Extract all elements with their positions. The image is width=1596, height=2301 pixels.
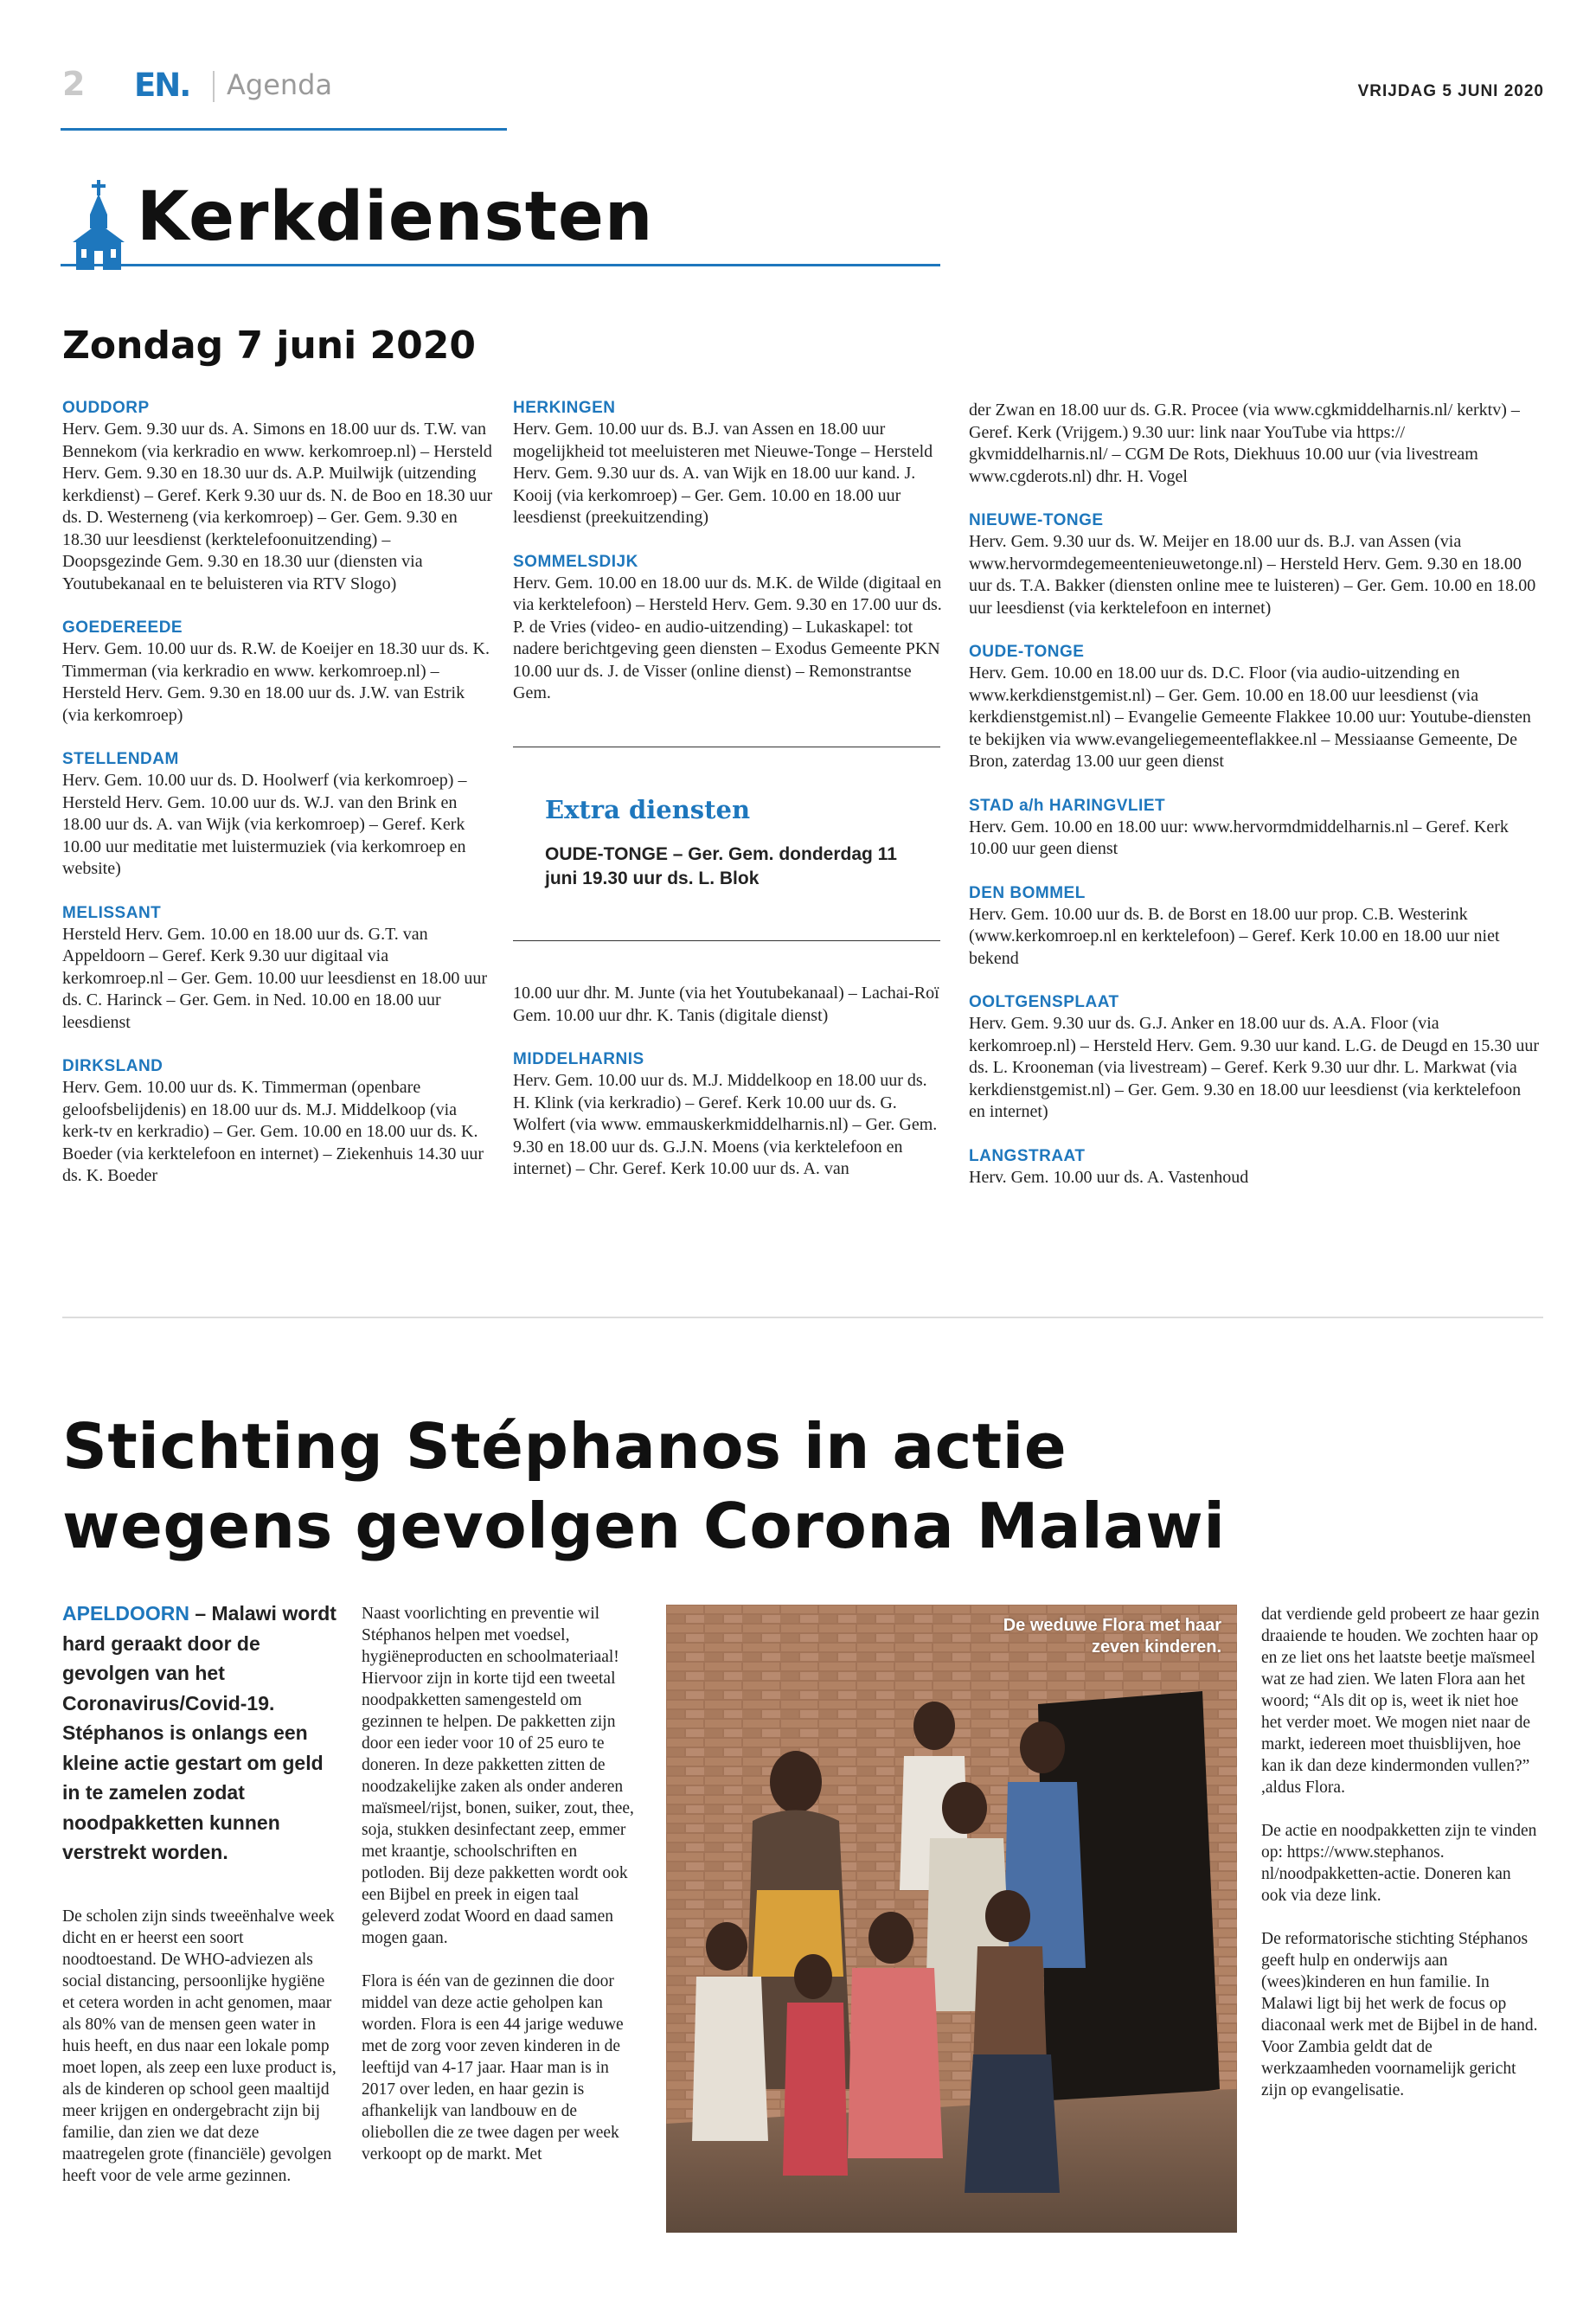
service-text: der Zwan en 18.00 uur ds. G.R. Procee (via www.cgkmiddelharnis.nl/ kerktv) – Geref. Kerk (Vrijgem.) 9.30 uur: link naar YouTube via https:// gkvmiddelharnis.nl/ – CGM De Rots, Diekhuus 10.00 uur (via livestream www.cgderots.nl) dhr. H. Vogel	[969, 401, 1520, 486]
place-name: MELISSANT	[62, 903, 162, 922]
service-text: Herv. Gem. 10.00 uur ds. K. Timmerman (openbare geloofsbelijdenis) en 18.00 uur ds. M.J. Middelkoop (via kerk-tv en kerkradio) – Ger. Gem. 10.00 en 18.00 uur ds. K. Boeder (via kerktelefoon en internet) – Ziekenhuis 14.30 uur ds. K. Boeder	[62, 1078, 484, 1185]
headline-line-2: wegens gevolgen Corona Malawi	[62, 1490, 1226, 1562]
services-column-3	[969, 400, 1540, 1211]
page-number: 2	[62, 65, 86, 103]
church-entry-sommelsdijk	[513, 552, 944, 705]
services-column-1	[62, 398, 493, 1210]
service-text: Herv. Gem. 10.00 uur ds. R.W. de Koeijer en 18.30 uur ds. K. Timmerman (via kerkradio en www. kerkomroep.nl) – Hersteld Herv. Gem. 9.30 en 18.00 uur ds. J.W. van Estrik (via kerkomroep)	[62, 639, 490, 725]
church-entry-stad-haringvliet	[969, 796, 1540, 861]
service-text: Herv. Gem. 10.00 en 18.00 uur: www.hervormdmiddelharnis.nl – Geref. Kerk 10.00 uur geen dienst	[969, 817, 1509, 858]
service-text: Herv. Gem. 10.00 uur ds. A. Vastenhoud	[969, 1167, 1249, 1187]
kerkdiensten-title: Kerkdiensten	[137, 178, 654, 256]
lead-text: – Malawi wordt hard geraakt door de gevolgen van het Coronavirus/Covid-19. Stéphanos is onlangs een kleine actie gestart om geld in te zamelen zodat noodpakketten kunnen verstrekt worden.	[62, 1602, 337, 1863]
continued-text	[513, 983, 944, 1027]
extra-diensten-text: OUDE-TONGE – Ger. Gem. donderdag 11 juni 19.30 uur ds. L. Blok	[545, 844, 897, 888]
paragraph: De actie en noodpakketten zijn te vinden op: https://www.stephanos. nl/noodpakketten-actie. Doneren kan ook via deze link.	[1261, 1822, 1537, 1905]
publication-logo: EN.	[134, 67, 190, 104]
article-lead	[62, 1599, 341, 1868]
issue-date: VRIJDAG 5 JUNI 2020	[1357, 82, 1544, 100]
church-entry-nieuwe-tonge	[969, 510, 1540, 619]
header-rule	[61, 128, 507, 131]
place-name: SOMMELSDIJK	[513, 552, 638, 571]
services-column-2-bottom	[513, 983, 944, 1203]
church-entry-oude-tonge	[969, 642, 1540, 773]
church-entry-goedereede	[62, 618, 493, 727]
paragraph: Flora is één van de gezinnen die door middel van deze actie geholpen kan worden. Flora is een 44 jarige weduwe met de zorg voor zeven kinderen in de leeftijd van 4-17 jaar. Haar man is in 2017 over leden, en haar gezin is afhankelijk van landbouw en de oliebollen die ze twee dagen per week verkoopt op de markt. Met	[362, 1972, 624, 2163]
article-column-2	[362, 1603, 640, 2187]
article-column-3	[1261, 1604, 1540, 2123]
place-name: OUDDORP	[62, 399, 150, 417]
extra-box-bottom-rule	[513, 940, 940, 941]
church-entry-middelharnis	[513, 1049, 944, 1181]
article-headline	[62, 1407, 1225, 1566]
place-name: NIEUWE-TONGE	[969, 511, 1104, 529]
family-photo-illustration	[666, 1605, 1237, 2233]
service-text: Hersteld Herv. Gem. 10.00 en 18.00 uur ds. G.T. van Appeldoorn – Geref. Kerk 9.30 uur digitaal via kerkomroep.nl – Ger. Gem. 10.00 uur leesdienst en 18.00 uur ds. C. Harinck – Ger. Gem. in Ned. 10.00 en 18.00 uur leesdienst	[62, 924, 488, 1032]
church-entry-ouddorp	[62, 398, 493, 595]
place-name: STAD a/h HARINGVLIET	[969, 796, 1166, 815]
place-name: HERKINGEN	[513, 399, 616, 417]
continued-text	[969, 400, 1540, 488]
title-rule	[61, 264, 940, 266]
church-entry-melissant	[62, 903, 493, 1035]
service-text: Herv. Gem. 10.00 uur ds. D. Hoolwerf (via kerkomroep) – Hersteld Herv. Gem. 10.00 uur ds. W.J. van den Brink en 18.00 uur ds. A. van Wijk (via kerkomroep) – Geref. Kerk 10.00 uur meditatie met luistermuziek (via kerkomroep en website)	[62, 771, 467, 878]
place-name: OUDE-TONGE	[969, 643, 1085, 661]
church-entry-langstraat	[969, 1146, 1540, 1189]
article-photo	[666, 1605, 1237, 2233]
service-text: Herv. Gem. 10.00 uur ds. M.J. Middelkoop en 18.00 uur ds. H. Klink (via kerkradio) – Geref. Kerk 10.00 uur ds. G. Wolfert (via www. emmauskerkmiddelharnis.nl) – Ger. Gem. 9.30 en 18.00 uur ds. G.J.N. Moens (via kerktelefoon en internet) – Chr. Geref. Kerk 10.00 uur ds. A. van	[513, 1071, 938, 1178]
church-entry-ooltgensplaat	[969, 992, 1540, 1124]
church-icon	[69, 180, 130, 271]
extra-diensten-title: Extra diensten	[545, 795, 751, 824]
service-text: Herv. Gem. 10.00 uur ds. B. de Borst en 18.00 uur prop. C.B. Westerink (www.kerkomroep.nl en kerktelefoon) – Geref. Kerk 10.00 en 18.00 uur niet bekend	[969, 904, 1500, 968]
service-text: Herv. Gem. 10.00 en 18.00 uur ds. M.K. de Wilde (digitaal en via kerktelefoon) – Hersteld Herv. Gem. 9.30 en 17.00 uur ds. P. de Vries (video- en audio-uitzending) – Lukaskapel: tot nadere berichtgeving geen diensten – Exodus Gemeente PKN 10.00 uur ds. J. de Visser (online dienst) – Remonstrantse Gem.	[513, 573, 942, 702]
service-date-heading: Zondag 7 juni 2020	[62, 324, 476, 368]
service-text: Herv. Gem. 9.30 uur ds. W. Meijer en 18.00 uur ds. B.J. van Assen (via www.hervormdegemeentenieuwetonge.nl) – Hersteld Herv. Gem. 9.30 en 18.00 uur ds. T.A. Bakker (diensten online mee te luisteren) – Ger. Gem. 10.00 en 18.00 uur leesdienst (via kerktelefoon en internet)	[969, 532, 1536, 618]
paragraph: dat verdiende geld probeert ze haar gezin draaiende te houden. We zochten haar op en ze liet ons het laatste beetje maïsmeel wat ze had zien. We laten Flora aan het woord; “Als dit op is, weet ik niet hoe het verder moet. We mogen niet naar de markt, iedereen moet thuisblijven, hoe kan ik dan deze kindermonden vullen?” ,aldus Flora.	[1261, 1606, 1540, 1797]
paragraph: De reformatorische stichting Stéphanos geeft hulp en onderwijs aan (wees)kinderen en hun familie. In Malawi ligt bij het werk de focus op diaconaal werk met de Bijbel in de hand. Voor Zambia geldt dat de werkzaamheden voornamelijk gericht zijn op evangelisatie.	[1261, 1930, 1538, 2099]
service-text: Herv. Gem. 10.00 uur ds. B.J. van Assen en 18.00 uur mogelijkheid tot meeluisteren met Nieuwe-Tonge – Hersteld Herv. Gem. 9.30 uur ds. A. van Wijk en 18.00 uur kand. J. Kooij (via kerkomroep) – Ger. Gem. 10.00 en 18.00 uur leesdienst (preekuitzending)	[513, 420, 933, 527]
section-divider	[62, 1317, 1543, 1318]
photo-caption: De weduwe Flora met haar zeven kinderen.	[1003, 1616, 1221, 1657]
place-name: DEN BOMMEL	[969, 883, 1086, 902]
place-name: STELLENDAM	[62, 750, 179, 768]
place-name: LANGSTRAAT	[969, 1146, 1086, 1165]
church-entry-dirksland	[62, 1056, 493, 1188]
place-name: MIDDELHARNIS	[513, 1050, 644, 1068]
service-text: Herv. Gem. 9.30 uur ds. A. Simons en 18.00 uur ds. T.W. van Bennekom (via kerkradio en www. kerkomroep.nl) – Hersteld Herv. Gem. 9.30 en 18.30 uur ds. A.P. Muilwijk (uitzending kerkdienst) – Geref. Kerk 9.30 uur ds. N. de Boo en 18.30 uur ds. D. Westerneng (via kerkomroep) – Ger. Gem. 9.30 en 18.30 uur leesdienst (kerktelefoonuitzending) – Doopsgezinde Gem. 9.30 en 18.30 uur (diensten via Youtubekanaal en te beluisteren via RTV Slogo)	[62, 420, 493, 593]
article-column-1	[62, 1906, 341, 2208]
place-name: DIRKSLAND	[62, 1057, 163, 1075]
services-column-2-top	[513, 398, 944, 727]
place-name: OOLTGENSPLAAT	[969, 993, 1119, 1011]
church-entry-stellendam	[62, 749, 493, 881]
place-name: GOEDEREEDE	[62, 619, 183, 637]
church-entry-den-bommel	[969, 883, 1540, 971]
service-text: 10.00 uur dhr. M. Junte (via het Youtubekanaal) – Lachai-Roï Gem. 10.00 uur dhr. K. Tanis (digitale dienst)	[513, 984, 939, 1025]
headline-line-1: Stichting Stéphanos in actie	[62, 1410, 1067, 1483]
header-separator	[213, 71, 215, 102]
section-label: Agenda	[227, 68, 333, 101]
dateline: APELDOORN	[62, 1602, 189, 1625]
church-entry-herkingen	[513, 398, 944, 529]
paragraph: De scholen zijn sinds tweeënhalve week dicht en er heerst een soort noodtoestand. De WHO-adviezen als social distancing, persoonlijke hygiëne et cetera worden in acht genomen, maar als 80% van de mensen geen water in huis heeft, en dus naar een lokale pomp moet lopen, als zeep een luxe product is, als de kinderen op school geen maaltijd meer krijgen en ondergebracht zijn bij familie, dan zien we dat deze maatregelen grote (financiële) gevolgen heeft voor de vele arme gezinnen.	[62, 1907, 337, 2185]
service-text: Herv. Gem. 9.30 uur ds. G.J. Anker en 18.00 uur ds. A.A. Floor (via kerkomroep.nl) – Hersteld Herv. Gem. 9.30 uur kand. L.G. de Deugd en 15.30 uur ds. L. Krooneman (via livestream) – Geref. Kerk 9.30 uur dhr. L. Markwat (via kerkdienstgemist.nl) – Ger. Gem. 9.30 en 18.00 uur leesdienst (via kerktelefoon en internet)	[969, 1014, 1540, 1121]
paragraph: Naast voorlichting en preventie wil Stéphanos helpen met voedsel, hygiëneproducten en schoolmateriaal! Hiervoor zijn in korte tijd een tweetal noodpakketten samengesteld om gezinnen te helpen. De pakketten zijn door een ieder voor 10 of 25 euro te doneren. In deze pakketten zitten de noodzakelijke zaken als onder anderen maïsmeel/rijst, bonen, suiker, zout, thee, soja, stukken desinfectant zeep, emmer met kraantje, schoolschriften en potloden. Bij deze pakketten wordt ook een Bijbel en preek in eigen taal geleverd zodat Woord en daad samen mogen gaan.	[362, 1605, 634, 1947]
service-text: Herv. Gem. 10.00 en 18.00 uur ds. D.C. Floor (via audio-uitzending en www.kerkdienstgemist.nl) – Ger. Gem. 10.00 en 18.00 uur leesdienst (via kerkdienstgemist.nl) – Evangelie Gemeente Flakkee 10.00 uur: Youtube-diensten te bekijken via www.evangeliegemeenteflakkee.nl – Messiaanse Gemeente, De Bron, zaterdag 13.00 uur geen dienst	[969, 663, 1531, 771]
